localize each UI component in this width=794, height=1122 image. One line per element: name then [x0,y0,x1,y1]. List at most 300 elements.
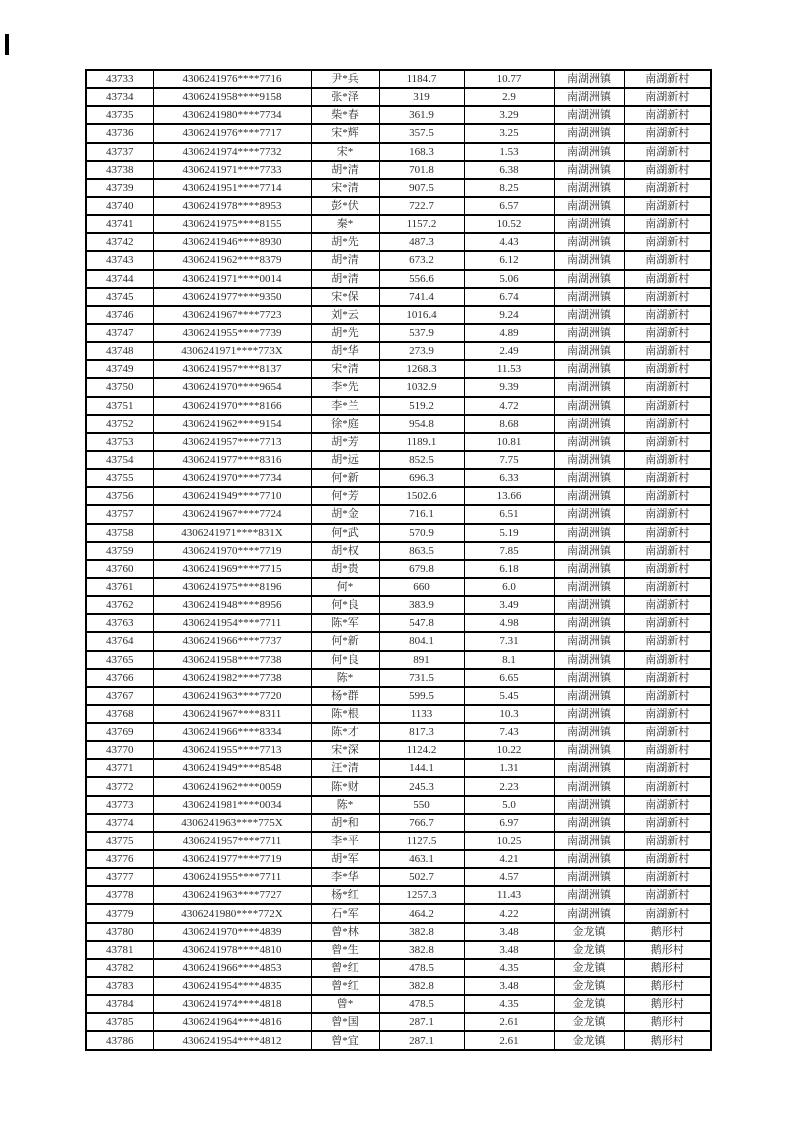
cell-masked-id: 4306241970****8166 [153,397,311,415]
cell-value-primary: 245.3 [379,777,464,795]
cell-masked-id: 4306241954****4835 [153,977,311,995]
cell-masked-id: 4306241966****4853 [153,959,311,977]
cell-value-secondary: 6.57 [464,197,554,215]
cell-value-secondary: 8.68 [464,415,554,433]
cell-village: 南湖新村 [624,850,711,868]
table-row [86,687,711,705]
cell-masked-name: 曾*宜 [311,1031,379,1049]
cell-village: 鹅形村 [624,941,711,959]
cell-town: 南湖洲镇 [554,179,624,197]
cell-value-secondary: 6.97 [464,814,554,832]
cell-village: 鹅形村 [624,959,711,977]
cell-masked-id: 4306241976****7717 [153,124,311,142]
cell-masked-id: 4306241967****8311 [153,705,311,723]
cell-masked-name: 宋* [311,143,379,161]
cell-town: 南湖洲镇 [554,596,624,614]
cell-town: 南湖洲镇 [554,614,624,632]
cell-masked-name: 尹*兵 [311,70,379,88]
cell-serial-number: 43759 [86,542,153,560]
cell-value-secondary: 5.06 [464,270,554,288]
cell-value-secondary: 4.21 [464,850,554,868]
cell-serial-number: 43784 [86,995,153,1013]
cell-masked-id: 4306241951****7714 [153,179,311,197]
cell-town: 南湖洲镇 [554,161,624,179]
table-row [86,560,711,578]
cell-village: 南湖新村 [624,723,711,741]
cell-masked-id: 4306241980****772X [153,904,311,922]
cell-town: 南湖洲镇 [554,723,624,741]
cell-serial-number: 43774 [86,814,153,832]
cell-town: 南湖洲镇 [554,868,624,886]
cell-masked-id: 4306241978****4810 [153,941,311,959]
cell-value-primary: 1189.1 [379,433,464,451]
cell-town: 南湖洲镇 [554,850,624,868]
table-row [86,995,711,1013]
cell-town: 南湖洲镇 [554,415,624,433]
cell-town: 南湖洲镇 [554,342,624,360]
cell-town: 南湖洲镇 [554,832,624,850]
cell-town: 南湖洲镇 [554,397,624,415]
cell-village: 南湖新村 [624,143,711,161]
cell-town: 金龙镇 [554,1013,624,1031]
table-row [86,923,711,941]
cell-village: 南湖新村 [624,904,711,922]
cell-value-secondary: 10.3 [464,705,554,723]
cell-village: 南湖新村 [624,179,711,197]
cell-serial-number: 43780 [86,923,153,941]
cell-value-primary: 804.1 [379,632,464,650]
cell-town: 南湖洲镇 [554,469,624,487]
table-row [86,415,711,433]
cell-village: 鹅形村 [624,923,711,941]
cell-value-primary: 478.5 [379,995,464,1013]
cell-serial-number: 43761 [86,578,153,596]
cell-town: 南湖洲镇 [554,451,624,469]
cell-serial-number: 43779 [86,904,153,922]
cell-masked-id: 4306241955****7711 [153,868,311,886]
cell-serial-number: 43740 [86,197,153,215]
cell-masked-name: 宋*清 [311,360,379,378]
table-row [86,360,711,378]
cell-value-primary: 463.1 [379,850,464,868]
cell-serial-number: 43776 [86,850,153,868]
cell-town: 南湖洲镇 [554,632,624,650]
cell-serial-number: 43751 [86,397,153,415]
cell-value-secondary: 7.85 [464,542,554,560]
table-row [86,977,711,995]
cell-value-primary: 537.9 [379,324,464,342]
cell-town: 南湖洲镇 [554,796,624,814]
cell-village: 南湖新村 [624,88,711,106]
cell-serial-number: 43736 [86,124,153,142]
cell-value-primary: 287.1 [379,1013,464,1031]
table-row [86,1013,711,1031]
cell-masked-name: 胡*清 [311,270,379,288]
cell-masked-id: 4306241958****9158 [153,88,311,106]
cell-town: 南湖洲镇 [554,687,624,705]
cell-value-primary: 144.1 [379,759,464,777]
table-row [86,505,711,523]
cell-value-secondary: 4.98 [464,614,554,632]
cell-masked-id: 4306241963****7727 [153,886,311,904]
cell-masked-name: 李*平 [311,832,379,850]
cell-value-primary: 383.9 [379,596,464,614]
cell-value-primary: 1127.5 [379,832,464,850]
table-row [86,596,711,614]
cell-value-secondary: 9.24 [464,306,554,324]
table-row [86,669,711,687]
cell-value-primary: 1502.6 [379,487,464,505]
cell-village: 南湖新村 [624,614,711,632]
cell-value-primary: 954.8 [379,415,464,433]
cell-village: 南湖新村 [624,687,711,705]
cell-masked-name: 杨*群 [311,687,379,705]
table-row [86,124,711,142]
cell-value-primary: 273.9 [379,342,464,360]
cell-value-secondary: 2.49 [464,342,554,360]
cell-serial-number: 43755 [86,469,153,487]
cell-masked-id: 4306241948****8956 [153,596,311,614]
cell-masked-name: 陈* [311,796,379,814]
cell-village: 鹅形村 [624,995,711,1013]
cell-masked-id: 4306241962****9154 [153,415,311,433]
cell-value-secondary: 3.48 [464,941,554,959]
table-row [86,487,711,505]
cell-value-primary: 547.8 [379,614,464,632]
cell-village: 南湖新村 [624,415,711,433]
cell-masked-id: 4306241976****7716 [153,70,311,88]
cell-masked-name: 胡*先 [311,324,379,342]
cell-serial-number: 43767 [86,687,153,705]
cell-value-secondary: 6.0 [464,578,554,596]
cell-village: 南湖新村 [624,451,711,469]
cell-serial-number: 43760 [86,560,153,578]
table-row [86,614,711,632]
cell-village: 南湖新村 [624,832,711,850]
cell-village: 南湖新村 [624,596,711,614]
cell-village: 南湖新村 [624,106,711,124]
cell-serial-number: 43754 [86,451,153,469]
cell-town: 南湖洲镇 [554,741,624,759]
cell-serial-number: 43764 [86,632,153,650]
cell-town: 南湖洲镇 [554,814,624,832]
table-row [86,270,711,288]
cell-town: 南湖洲镇 [554,904,624,922]
cell-value-secondary: 4.35 [464,995,554,1013]
cell-serial-number: 43757 [86,505,153,523]
cell-town: 南湖洲镇 [554,143,624,161]
cell-serial-number: 43747 [86,324,153,342]
cell-masked-name: 宋*清 [311,179,379,197]
cell-masked-name: 曾*国 [311,1013,379,1031]
cell-masked-name: 汪*清 [311,759,379,777]
cell-town: 南湖洲镇 [554,777,624,795]
cell-masked-id: 4306241971****773X [153,342,311,360]
table-row [86,632,711,650]
cell-masked-name: 胡*清 [311,251,379,269]
table-row [86,288,711,306]
cell-value-primary: 673.2 [379,251,464,269]
cell-masked-name: 何*良 [311,651,379,669]
cell-village: 南湖新村 [624,197,711,215]
cell-serial-number: 43765 [86,651,153,669]
table-row [86,433,711,451]
cell-value-secondary: 10.81 [464,433,554,451]
cell-value-primary: 487.3 [379,233,464,251]
cell-village: 南湖新村 [624,669,711,687]
table-row [86,197,711,215]
cell-value-secondary: 6.18 [464,560,554,578]
cell-value-secondary: 2.9 [464,88,554,106]
cell-value-secondary: 4.57 [464,868,554,886]
cell-masked-name: 李*华 [311,868,379,886]
cell-value-secondary: 4.22 [464,904,554,922]
cell-value-primary: 287.1 [379,1031,464,1049]
cell-village: 南湖新村 [624,632,711,650]
cell-value-primary: 357.5 [379,124,464,142]
cell-town: 金龙镇 [554,941,624,959]
cell-masked-name: 胡*华 [311,342,379,360]
cell-village: 鹅形村 [624,977,711,995]
cell-masked-name: 彭*伏 [311,197,379,215]
table-row [86,578,711,596]
cell-value-secondary: 4.72 [464,397,554,415]
cell-value-secondary: 10.25 [464,832,554,850]
cell-masked-id: 4306241974****7732 [153,143,311,161]
cell-serial-number: 43771 [86,759,153,777]
table-row [86,143,711,161]
cell-masked-id: 4306241966****8334 [153,723,311,741]
cell-serial-number: 43750 [86,378,153,396]
cell-village: 南湖新村 [624,651,711,669]
cell-masked-name: 何*武 [311,524,379,542]
cell-town: 金龙镇 [554,995,624,1013]
cell-masked-id: 4306241975****8196 [153,578,311,596]
cell-masked-id: 4306241963****775X [153,814,311,832]
cell-village: 南湖新村 [624,505,711,523]
cell-serial-number: 43739 [86,179,153,197]
cell-value-primary: 766.7 [379,814,464,832]
cell-value-secondary: 6.12 [464,251,554,269]
cell-masked-name: 曾*林 [311,923,379,941]
cell-value-primary: 722.7 [379,197,464,215]
cell-value-secondary: 2.61 [464,1013,554,1031]
cell-town: 南湖洲镇 [554,524,624,542]
table-row [86,868,711,886]
cell-town: 南湖洲镇 [554,669,624,687]
table-row [86,1031,711,1049]
cell-village: 南湖新村 [624,124,711,142]
cell-serial-number: 43777 [86,868,153,886]
cell-value-primary: 1032.9 [379,378,464,396]
cell-serial-number: 43786 [86,1031,153,1049]
cell-village: 南湖新村 [624,487,711,505]
cell-masked-id: 4306241955****7713 [153,741,311,759]
cell-masked-id: 4306241949****7710 [153,487,311,505]
cell-value-secondary: 6.51 [464,505,554,523]
cell-value-secondary: 3.25 [464,124,554,142]
cell-value-primary: 1016.4 [379,306,464,324]
cell-value-primary: 660 [379,578,464,596]
cell-masked-id: 4306241967****7723 [153,306,311,324]
cell-serial-number: 43766 [86,669,153,687]
cell-serial-number: 43738 [86,161,153,179]
cell-masked-id: 4306241970****7734 [153,469,311,487]
cell-village: 南湖新村 [624,288,711,306]
cell-value-primary: 361.9 [379,106,464,124]
cell-value-secondary: 13.66 [464,487,554,505]
table-row [86,759,711,777]
cell-serial-number: 43733 [86,70,153,88]
cell-value-secondary: 11.43 [464,886,554,904]
cell-town: 南湖洲镇 [554,306,624,324]
cell-value-secondary: 10.22 [464,741,554,759]
cell-village: 南湖新村 [624,161,711,179]
cell-serial-number: 43752 [86,415,153,433]
cell-masked-id: 4306241970****4839 [153,923,311,941]
cell-masked-name: 胡*权 [311,542,379,560]
cell-village: 南湖新村 [624,796,711,814]
cell-village: 南湖新村 [624,814,711,832]
cell-masked-id: 4306241962****8379 [153,251,311,269]
cell-masked-name: 李*先 [311,378,379,396]
cell-village: 南湖新村 [624,360,711,378]
cell-value-primary: 519.2 [379,397,464,415]
cell-value-primary: 570.9 [379,524,464,542]
cell-masked-name: 陈*才 [311,723,379,741]
cell-value-secondary: 1.53 [464,143,554,161]
cell-value-secondary: 2.23 [464,777,554,795]
cell-village: 南湖新村 [624,524,711,542]
cell-masked-id: 4306241978****8953 [153,197,311,215]
table-row [86,796,711,814]
cell-town: 南湖洲镇 [554,578,624,596]
cell-serial-number: 43772 [86,777,153,795]
cell-village: 鹅形村 [624,1031,711,1049]
cell-value-secondary: 10.52 [464,215,554,233]
table-row [86,886,711,904]
cell-value-primary: 1184.7 [379,70,464,88]
cell-value-primary: 1268.3 [379,360,464,378]
cell-masked-name: 宋*保 [311,288,379,306]
cell-town: 南湖洲镇 [554,197,624,215]
cell-value-secondary: 7.75 [464,451,554,469]
cell-masked-name: 胡*芳 [311,433,379,451]
cell-masked-name: 曾*红 [311,959,379,977]
cell-village: 南湖新村 [624,433,711,451]
cell-village: 南湖新村 [624,397,711,415]
table-row [86,215,711,233]
cell-value-primary: 556.6 [379,270,464,288]
table-row [86,723,711,741]
cell-masked-name: 胡*贵 [311,560,379,578]
cell-village: 南湖新村 [624,233,711,251]
cell-masked-id: 4306241974****4818 [153,995,311,1013]
cell-serial-number: 43737 [86,143,153,161]
cell-masked-id: 4306241970****9654 [153,378,311,396]
cell-value-primary: 382.8 [379,977,464,995]
cell-masked-name: 李*兰 [311,397,379,415]
cell-serial-number: 43748 [86,342,153,360]
cell-serial-number: 43749 [86,360,153,378]
cell-value-primary: 319 [379,88,464,106]
cell-masked-id: 4306241949****8548 [153,759,311,777]
cell-masked-name: 杨*红 [311,886,379,904]
cell-serial-number: 43773 [86,796,153,814]
cell-value-secondary: 4.89 [464,324,554,342]
cell-value-primary: 550 [379,796,464,814]
cell-value-primary: 741.4 [379,288,464,306]
table-row [86,904,711,922]
cell-serial-number: 43785 [86,1013,153,1031]
cell-masked-name: 胡*远 [311,451,379,469]
cell-masked-name: 徐*庭 [311,415,379,433]
cell-masked-id: 4306241954****4812 [153,1031,311,1049]
cell-masked-name: 何*芳 [311,487,379,505]
cell-masked-id: 4306241957****7713 [153,433,311,451]
cell-serial-number: 43782 [86,959,153,977]
cell-value-secondary: 6.33 [464,469,554,487]
cell-village: 南湖新村 [624,342,711,360]
cell-masked-name: 胡*和 [311,814,379,832]
cell-value-primary: 731.5 [379,669,464,687]
cell-serial-number: 43735 [86,106,153,124]
cell-masked-id: 4306241962****0059 [153,777,311,795]
cell-masked-name: 石*军 [311,904,379,922]
cell-village: 南湖新村 [624,868,711,886]
cell-town: 南湖洲镇 [554,759,624,777]
table-row [86,233,711,251]
cell-value-primary: 1157.2 [379,215,464,233]
cell-masked-name: 胡*先 [311,233,379,251]
table-row [86,705,711,723]
cell-town: 南湖洲镇 [554,705,624,723]
cell-town: 金龙镇 [554,1031,624,1049]
cell-town: 金龙镇 [554,923,624,941]
cell-serial-number: 43762 [86,596,153,614]
cell-value-secondary: 6.38 [464,161,554,179]
cell-value-secondary: 3.49 [464,596,554,614]
table-row [86,378,711,396]
cell-value-primary: 1133 [379,705,464,723]
cell-value-secondary: 8.25 [464,179,554,197]
table-row [86,524,711,542]
cell-town: 南湖洲镇 [554,542,624,560]
cell-value-primary: 478.5 [379,959,464,977]
table-row [86,814,711,832]
cell-village: 南湖新村 [624,215,711,233]
cell-masked-id: 4306241981****0034 [153,796,311,814]
cell-masked-name: 曾*红 [311,977,379,995]
cell-masked-id: 4306241982****7738 [153,669,311,687]
table-row [86,306,711,324]
cell-value-primary: 382.8 [379,941,464,959]
cell-serial-number: 43768 [86,705,153,723]
cell-serial-number: 43743 [86,251,153,269]
cell-masked-id: 4306241955****7739 [153,324,311,342]
table-row [86,324,711,342]
cell-village: 南湖新村 [624,469,711,487]
cell-town: 南湖洲镇 [554,505,624,523]
cell-masked-name: 胡*军 [311,850,379,868]
cell-value-primary: 464.2 [379,904,464,922]
cell-masked-name: 陈* [311,669,379,687]
cell-serial-number: 43778 [86,886,153,904]
cell-masked-id: 4306241977****7719 [153,850,311,868]
cell-masked-id: 4306241958****7738 [153,651,311,669]
cell-serial-number: 43744 [86,270,153,288]
cell-masked-id: 4306241954****7711 [153,614,311,632]
